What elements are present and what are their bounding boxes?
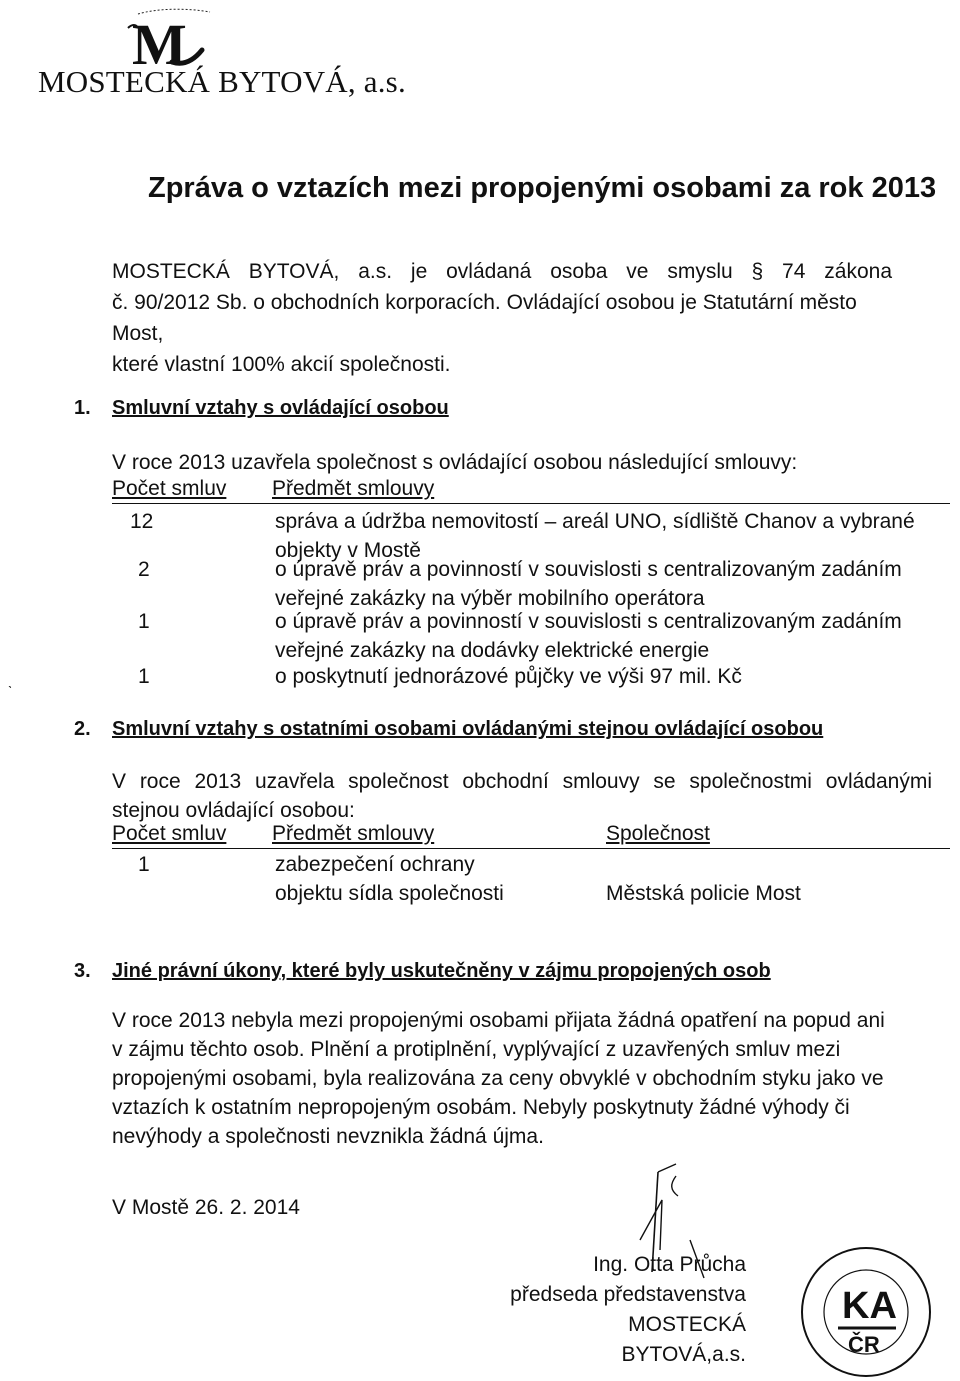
svg-text:M: M — [132, 12, 187, 77]
section-1-heading — [74, 397, 449, 420]
section-3-line-1: V roce 2013 nebyla mezi propojenými osobami přijata žádná opatření na popud ani — [112, 1009, 885, 1032]
section-3-line-2: v zájmu těchto osob. Plnění a protiplnění, vyplývající z uzavřených smluv mezi — [112, 1038, 841, 1061]
section-1-number: 1. — [74, 397, 91, 419]
section-1-row-4-count: 1 — [138, 665, 150, 688]
section-1-col-subject: Předmět smlouvy — [272, 477, 435, 500]
signer-company: MOSTECKÁ BYTOVÁ,a.s. — [621, 1313, 746, 1366]
section-1-row-2-line-2: veřejné zakázky na výběr mobilního operátora — [275, 587, 705, 610]
section-1-row-1-count: 12 — [130, 510, 154, 533]
section-3-title: Jiné právní úkony, které byly uskutečněny v zájmu propojených osob — [112, 960, 771, 982]
section-1-text: V roce 2013 uzavřela společnost s ovládající osobou následující smlouvy: — [112, 451, 798, 474]
section-2-row-count: 1 — [138, 853, 150, 876]
section-2-row-line-1: zabezpečení ochrany — [275, 853, 475, 876]
section-2-header-rule — [112, 848, 950, 849]
section-1-row-3-line-2: veřejné zakázky na dodávky elektrické energie — [275, 639, 710, 662]
signer-name: Ing. Otta Průcha — [593, 1253, 746, 1276]
section-2-col-count: Počet smluv — [112, 822, 227, 845]
section-3-line-5: nevýhody a společnosti nevznikla žádná újma. — [112, 1125, 544, 1148]
section-2-title: Smluvní vztahy s ostatními osobami ovládanými stejnou ovládající osobou — [112, 718, 824, 740]
svg-text:ČR: ČR — [848, 1332, 880, 1357]
section-3-line-4: vztazích k ostatním nepropojeným osobám. Nebyly poskytnuty žádné výhody či — [112, 1096, 850, 1119]
section-2-text-1: V roce 2013 uzavřela společnost obchodní smlouvy se společnostmi ovládanými — [112, 770, 932, 793]
section-3-number: 3. — [74, 960, 91, 982]
section-3-line-3: propojenými osobami, byla realizována za ceny obvyklé v obchodním styku jako ve — [112, 1067, 884, 1090]
section-1-row-3-line-1: o úpravě práv a povinností v souvislosti s centralizovaným zadáním — [275, 610, 902, 633]
section-2-number: 2. — [74, 718, 91, 740]
section-1-row-2-line-1: o úpravě práv a povinností v souvislosti s centralizovaným zadáním — [275, 558, 902, 581]
section-1-row-2-subject — [275, 555, 955, 613]
section-1-row-3-count: 1 — [138, 610, 150, 633]
section-2-row-company: Městská policie Most — [606, 882, 801, 905]
section-2-row-subject — [275, 850, 595, 908]
report-title: Zpráva o vztazích mezi propojenými osobami za rok 2013 — [148, 172, 937, 204]
document-date: V Mostě 26. 2. 2014 — [112, 1196, 300, 1219]
section-3-paragraph — [112, 1006, 940, 1151]
section-2-text-2: stejnou ovládající osobou: — [112, 799, 355, 822]
company-name: MOSTECKÁ BYTOVÁ, a.s. — [38, 64, 406, 99]
intro-paragraph — [112, 256, 892, 380]
section-1-row-4-line-1: o poskytnutí jednorázové půjčky ve výši 97 mil. Kč — [275, 665, 742, 688]
intro-line-3: které vlastní 100% akcií společnosti. — [112, 353, 451, 376]
section-1-row-3-subject — [275, 607, 955, 665]
section-1-row-1-line-1: správa a údržba nemovitostí – areál UNO, sídliště Chanov a vybrané — [275, 510, 915, 533]
section-1-col-count: Počet smluv — [112, 477, 227, 500]
official-stamp-icon — [784, 1240, 944, 1380]
section-2-col-subject: Předmět smlouvy — [272, 822, 435, 845]
section-2-heading — [74, 718, 823, 741]
section-1-row-1-line-2: objekty v Mostě — [275, 539, 421, 562]
section-1-title: Smluvní vztahy s ovládající osobou — [112, 397, 449, 419]
section-3-heading — [74, 960, 771, 983]
intro-line-2: č. 90/2012 Sb. o obchodních korporacích. Ovládající osobou je Statutární město Most, — [112, 291, 857, 345]
section-1-row-2-count: 2 — [138, 558, 150, 581]
svg-text:KA: KA — [842, 1285, 897, 1327]
signer-role: předseda představenstva — [510, 1283, 746, 1306]
section-2-col-company: Společnost — [606, 822, 710, 845]
margin-mark: ˎ — [8, 672, 13, 688]
intro-line-1: MOSTECKÁ BYTOVÁ, a.s. je ovládaná osoba ve smyslu § 74 zákona — [112, 260, 892, 283]
section-2-row-line-2: objektu sídla společnosti — [275, 882, 504, 905]
signature-block — [498, 1250, 746, 1370]
section-1-row-4-subject — [275, 662, 955, 691]
section-1-header-rule — [112, 503, 950, 504]
